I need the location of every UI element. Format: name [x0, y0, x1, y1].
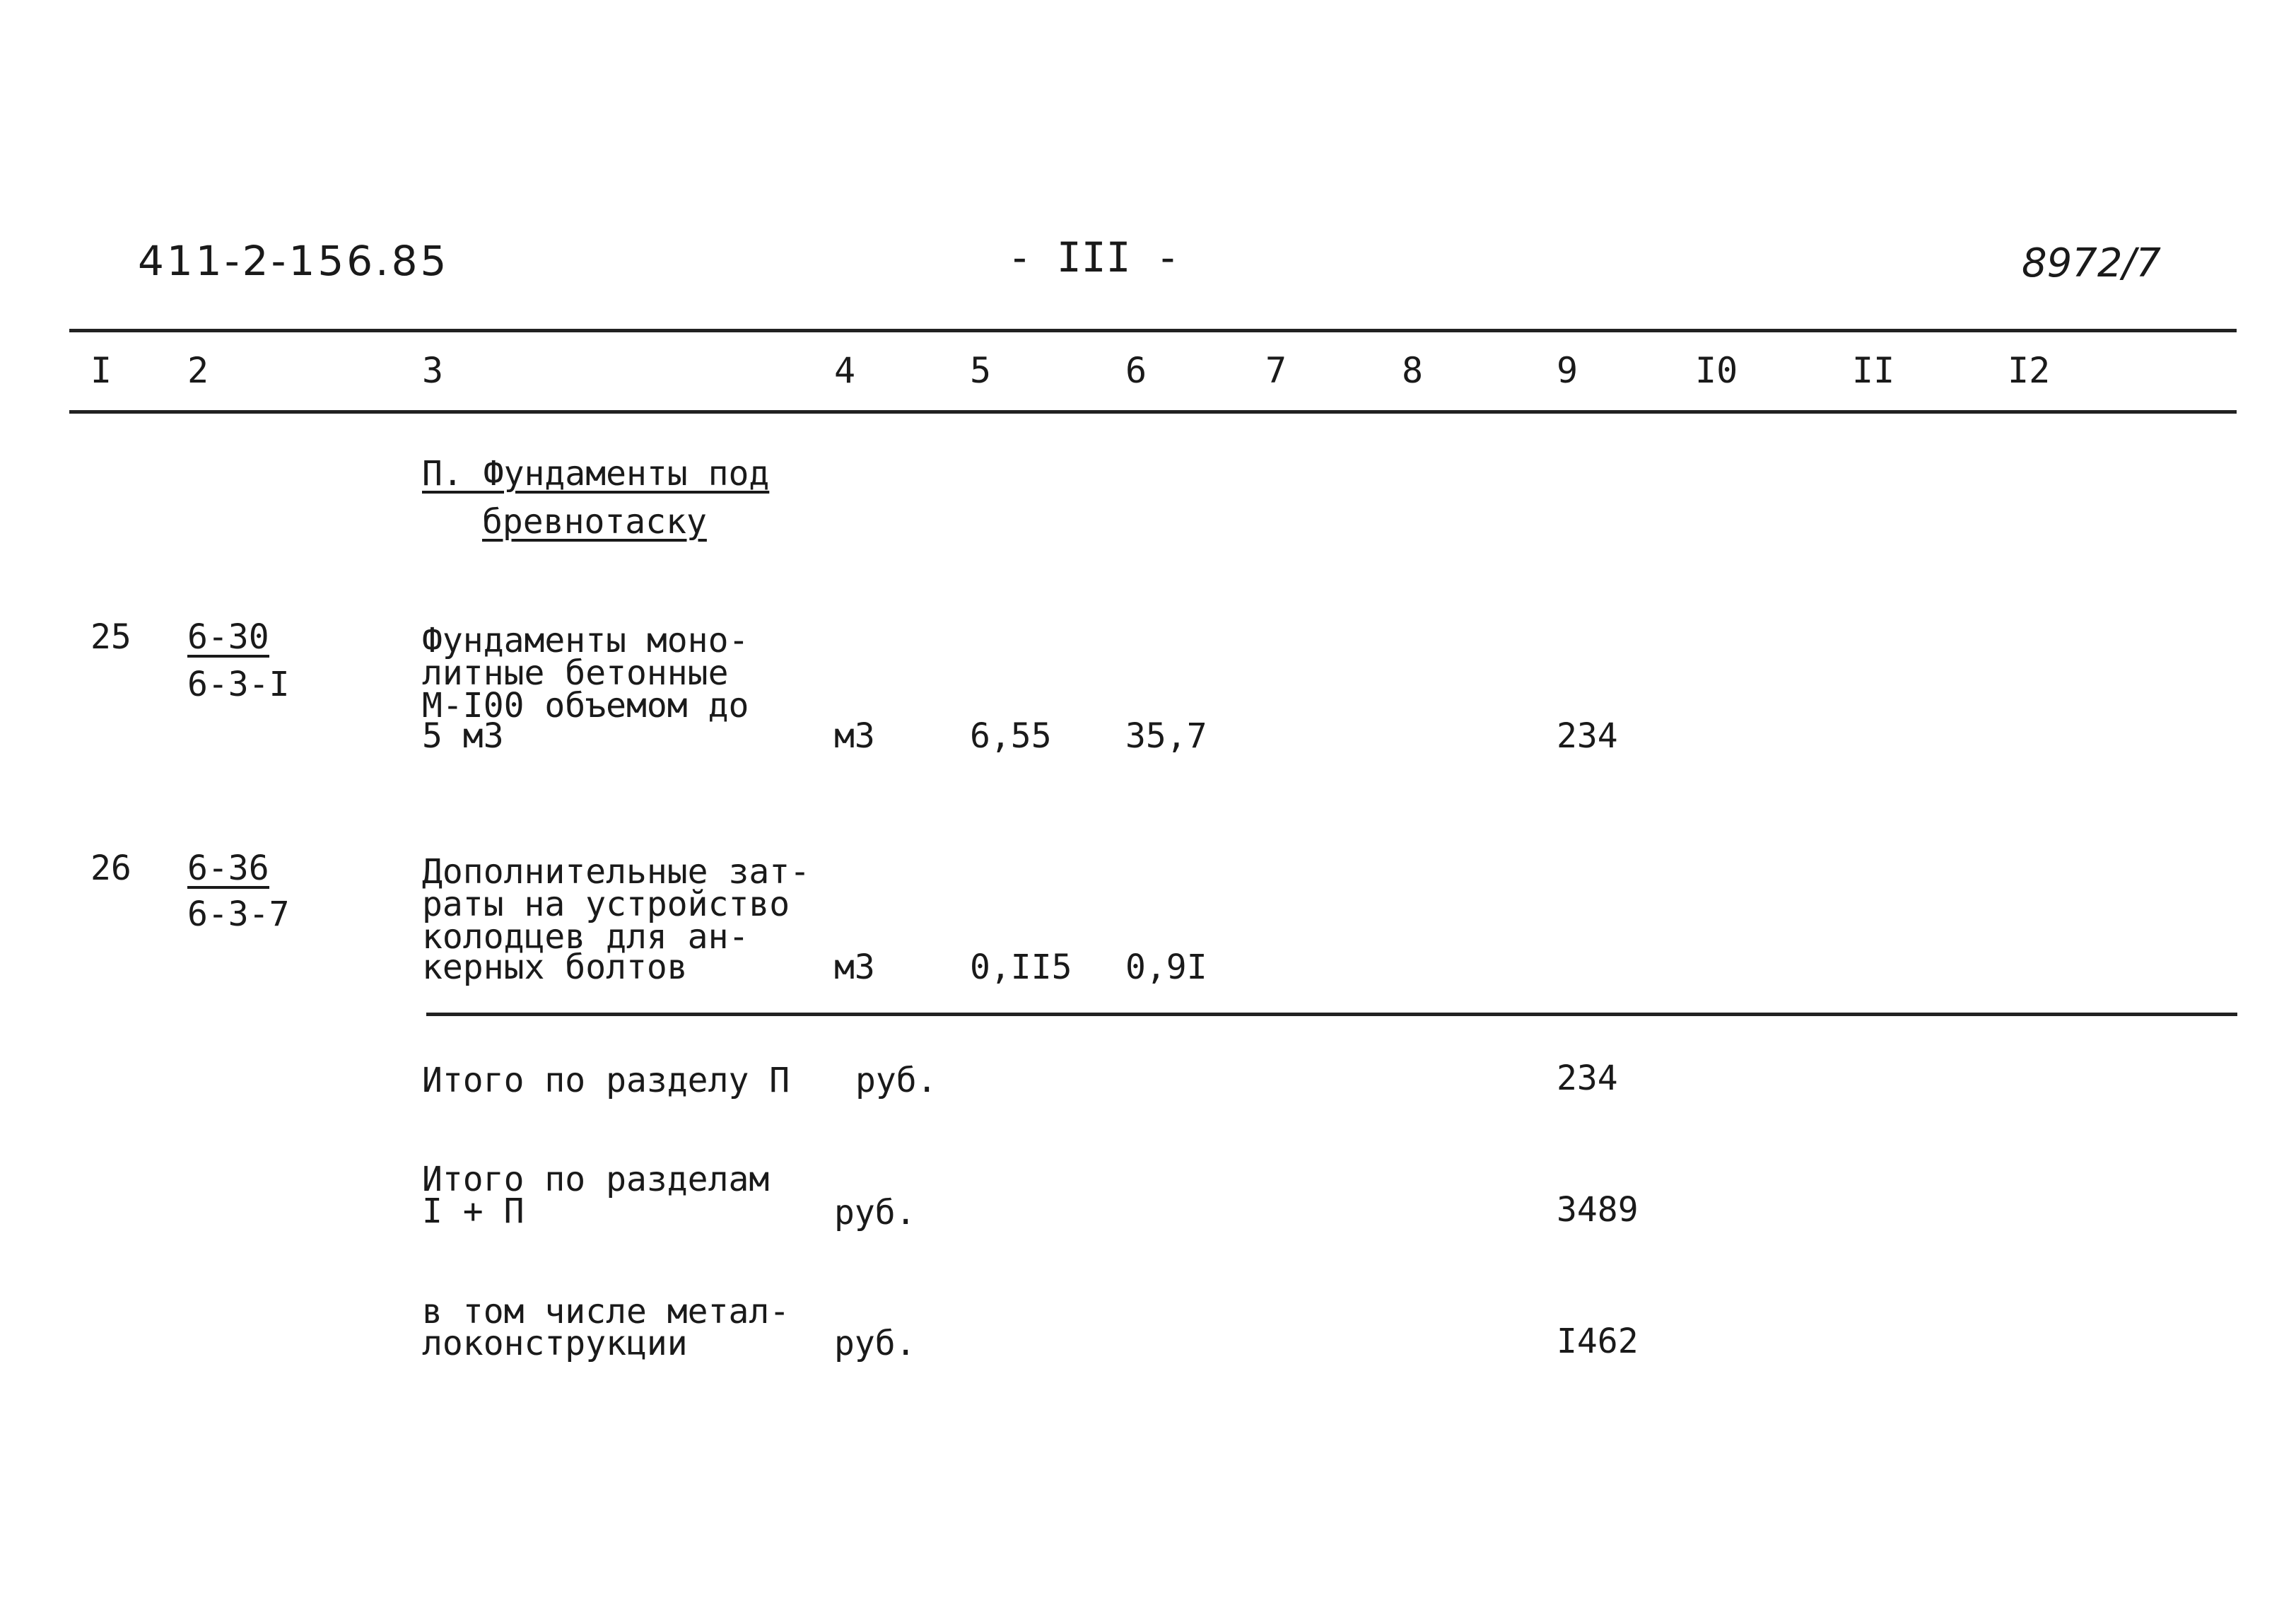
- totals-value: 3489: [1557, 1190, 1639, 1230]
- totals-unit: руб.: [834, 1193, 916, 1232]
- totals-rule: [426, 1013, 2237, 1016]
- row-description-line: раты на устройство: [422, 885, 790, 924]
- totals-value: 234: [1557, 1059, 1618, 1098]
- column-header: I0: [1695, 350, 1738, 391]
- column-header: 9: [1557, 350, 1578, 391]
- row-unit: м3: [834, 948, 875, 987]
- row-total: 234: [1557, 716, 1618, 756]
- row-description-line: Фундаменты моно-: [422, 621, 749, 660]
- row-description-line: литные бетонные: [422, 653, 729, 693]
- document-number: 8972/7: [2022, 240, 2162, 286]
- column-header: II: [1852, 350, 1895, 391]
- page-number: - III -: [1007, 233, 1181, 281]
- table-top-rule: [69, 329, 2237, 332]
- totals-label: в том числе метал-: [422, 1292, 790, 1331]
- row-number: 25: [90, 617, 131, 657]
- row-description-line: керных болтов: [422, 948, 688, 987]
- row-price: 35,7: [1125, 716, 1207, 756]
- row-description-line: 5 м3: [422, 716, 504, 756]
- totals-label-continued: локонструкции: [422, 1324, 688, 1363]
- totals-unit: руб.: [834, 1324, 916, 1363]
- column-header: 3: [422, 350, 444, 391]
- totals-label: Итого по разделам: [422, 1160, 770, 1199]
- section-title: П. Фундаменты под: [422, 454, 770, 494]
- totals-label: Итого по разделу П: [422, 1061, 790, 1100]
- document-code: 411-2-156.85: [138, 237, 450, 285]
- norm-code-numerator: 6-36: [187, 849, 269, 888]
- column-header: 8: [1402, 350, 1424, 391]
- totals-value: I462: [1557, 1322, 1639, 1361]
- column-header: 2: [187, 350, 209, 391]
- norm-code-bottom: 6-3-I: [187, 665, 290, 704]
- totals-label-continued: I + П: [422, 1191, 525, 1231]
- row-description-line: колодцев для ан-: [422, 917, 749, 957]
- column-header: I2: [2008, 350, 2051, 391]
- totals-unit: руб.: [855, 1061, 937, 1100]
- column-header: 7: [1265, 350, 1287, 391]
- row-unit: м3: [834, 716, 875, 756]
- norm-code-top: [187, 617, 269, 658]
- row-quantity: 0,II5: [970, 948, 1072, 987]
- row-number: 26: [90, 849, 131, 888]
- column-header: 5: [970, 350, 992, 391]
- norm-code-bottom: 6-3-7: [187, 894, 290, 934]
- table-header-rule: [69, 410, 2237, 414]
- row-description-line: Дополнительные зат-: [422, 852, 811, 892]
- row-price: 0,9I: [1125, 948, 1207, 987]
- column-header: 4: [834, 350, 856, 391]
- section-title-continued: бревнотаску: [482, 502, 707, 542]
- norm-code-top: [187, 849, 269, 889]
- column-header: 6: [1125, 350, 1147, 391]
- column-header: I: [90, 350, 112, 391]
- norm-code-numerator: 6-30: [187, 617, 269, 657]
- row-description-line: М-I00 объемом до: [422, 686, 749, 725]
- row-quantity: 6,55: [970, 716, 1052, 756]
